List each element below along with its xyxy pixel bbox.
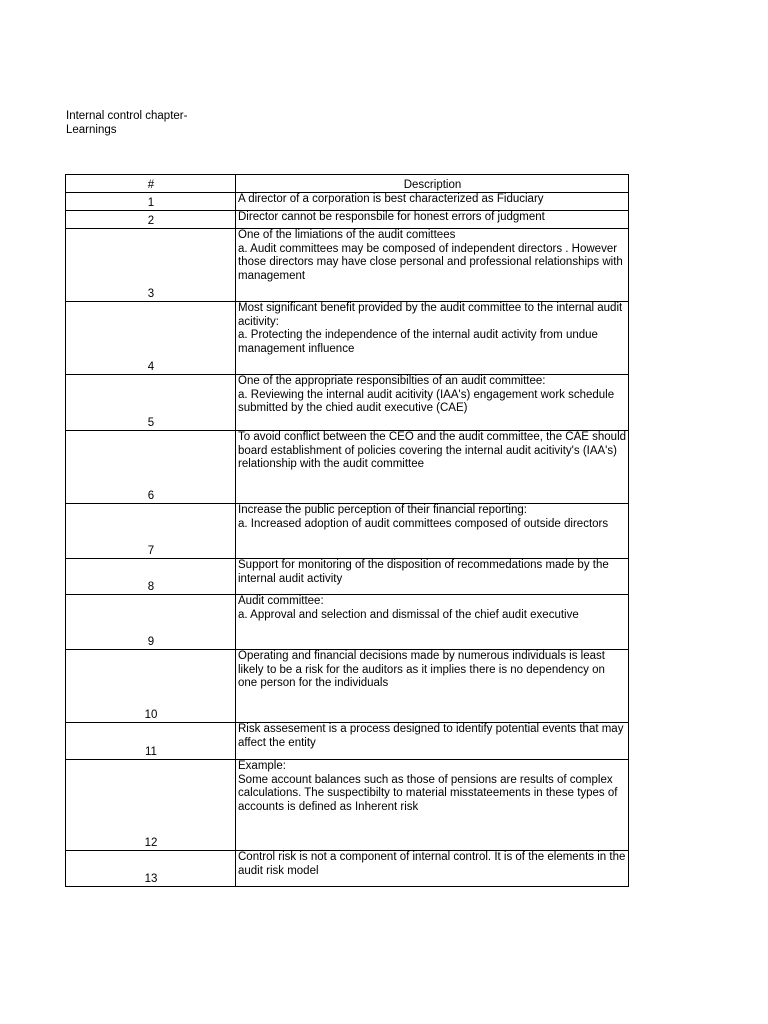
row-number: 8 <box>66 559 236 595</box>
table-row <box>66 760 629 851</box>
table-row <box>66 650 629 723</box>
row-number: 7 <box>66 504 236 559</box>
row-description: Control risk is not a component of internal control. It is of the elements in the audit risk model <box>236 851 629 887</box>
row-number: 10 <box>66 650 236 723</box>
row-description: One of the appropriate responsibilties of an audit committee: a. Reviewing the internal audit acitivity (IAA's) engagement work schedule submitted by the chied audit executive (CAE) <box>236 375 629 431</box>
number-column-header: # <box>66 175 236 193</box>
row-description: Most significant benefit provided by the audit committee to the internal audit acitivity: a. Protecting the independence of the internal audit activity from undue management influence <box>236 302 629 375</box>
row-number: 1 <box>66 193 236 211</box>
row-description: Operating and financial decisions made by numerous individuals is least likely to be a risk for the auditors as it implies there is no dependency on one person for the individuals <box>236 650 629 723</box>
row-number: 2 <box>66 211 236 229</box>
row-number: 6 <box>66 431 236 504</box>
page-title: Internal control chapter- Learnings <box>66 110 188 136</box>
table-row <box>66 229 629 302</box>
row-description: Increase the public perception of their financial reporting: a. Increased adoption of audit committees composed of outside directors <box>236 504 629 559</box>
table-row <box>66 431 629 504</box>
table-header-row <box>66 175 629 193</box>
table-row <box>66 211 629 229</box>
row-number: 13 <box>66 851 236 887</box>
table-row <box>66 302 629 375</box>
row-description: Risk assesement is a process designed to identify potential events that may affect the entity <box>236 723 629 760</box>
row-number: 5 <box>66 375 236 431</box>
row-description: Audit committee: a. Approval and selection and dismissal of the chief audit executive <box>236 595 629 650</box>
row-number: 12 <box>66 760 236 851</box>
row-description: Support for monitoring of the disposition of recommedations made by the internal audit activity <box>236 559 629 595</box>
row-number: 11 <box>66 723 236 760</box>
row-description: One of the limiations of the audit comittees a. Audit committees may be composed of independent directors . However those directors may have close personal and professional relationships with management <box>236 229 629 302</box>
row-number: 4 <box>66 302 236 375</box>
table-row <box>66 851 629 887</box>
table-row <box>66 193 629 211</box>
table-row <box>66 504 629 559</box>
row-description: To avoid conflict between the CEO and the audit committee, the CAE should board establishment of policies covering the internal audit acitivity's (IAA's) relationship with the audit committee <box>236 431 629 504</box>
row-number: 9 <box>66 595 236 650</box>
table-row <box>66 375 629 431</box>
row-description: A director of a corporation is best characterized as Fiduciary <box>236 193 629 211</box>
row-number: 3 <box>66 229 236 302</box>
table-row <box>66 559 629 595</box>
row-description: Example: Some account balances such as those of pensions are results of complex calculations. The suspectibilty to material misstateements in these types of accounts is defined as Inherent risk <box>236 760 629 851</box>
table-row <box>66 595 629 650</box>
learnings-table <box>65 174 629 887</box>
row-description: Director cannot be responsbile for honest errors of judgment <box>236 211 629 229</box>
table-row <box>66 723 629 760</box>
description-column-header: Description <box>236 175 629 193</box>
